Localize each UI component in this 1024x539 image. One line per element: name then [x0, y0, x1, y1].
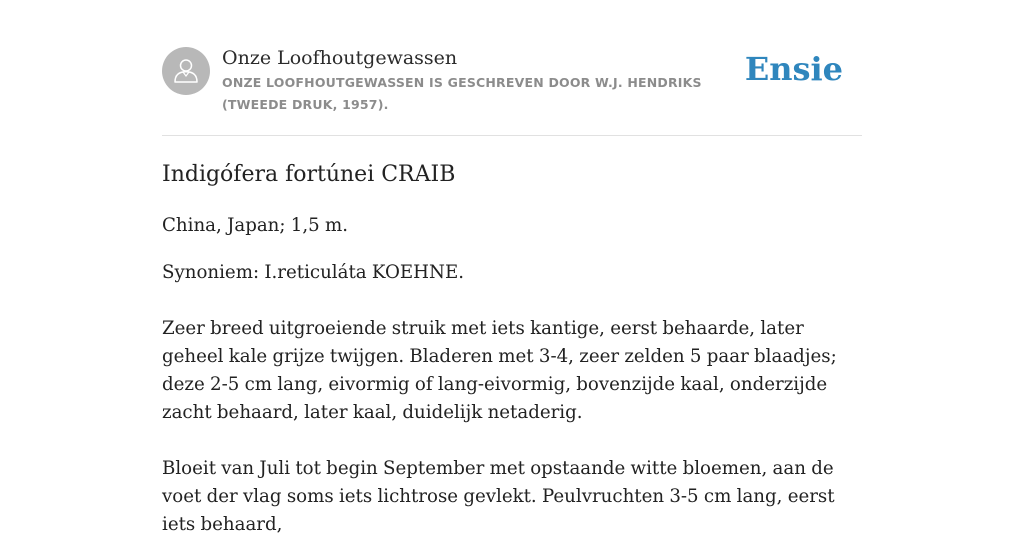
article-paragraph: China, Japan; 1,5 m. [162, 215, 349, 236]
article-paragraph: Bloeit van Juli tot begin September met opstaande witte bloemen, aan de voet der vlag soms iets lichtrose gevlekt. Peulvruchten 3-5 cm lang, eerst iets behaard, [162, 458, 835, 535]
article-title: Indigófera fortúnei CRAIB [162, 162, 456, 187]
user-avatar-icon [162, 47, 210, 95]
author-description: ONZE LOOFHOUTGEWASSEN IS GESCHREVEN DOOR W.J. HENDRIKS (TWEEDE DRUK, 1957). [222, 75, 702, 112]
author-avatar[interactable] [162, 47, 210, 95]
article-paragraph: Synoniem: I.reticuláta KOEHNE. [162, 262, 465, 283]
author-name-link[interactable]: Onze Loofhoutgewassen [222, 47, 458, 69]
author-header [162, 0, 862, 136]
page-container [162, 0, 862, 535]
ensie-logo[interactable]: Ensie [744, 50, 843, 88]
article-paragraph: Zeer breed uitgroeiende struik met iets kantige, eerst behaarde, later geheel kale grijze twijgen. Bladeren met 3-4, zeer zelden 5 paar blaadjes; deze 2-5 cm lang, eivormig of lang-eivormig, bovenzijde kaal, onderzijde zacht behaard, later kaal, duidelijk netaderig. [162, 318, 837, 423]
